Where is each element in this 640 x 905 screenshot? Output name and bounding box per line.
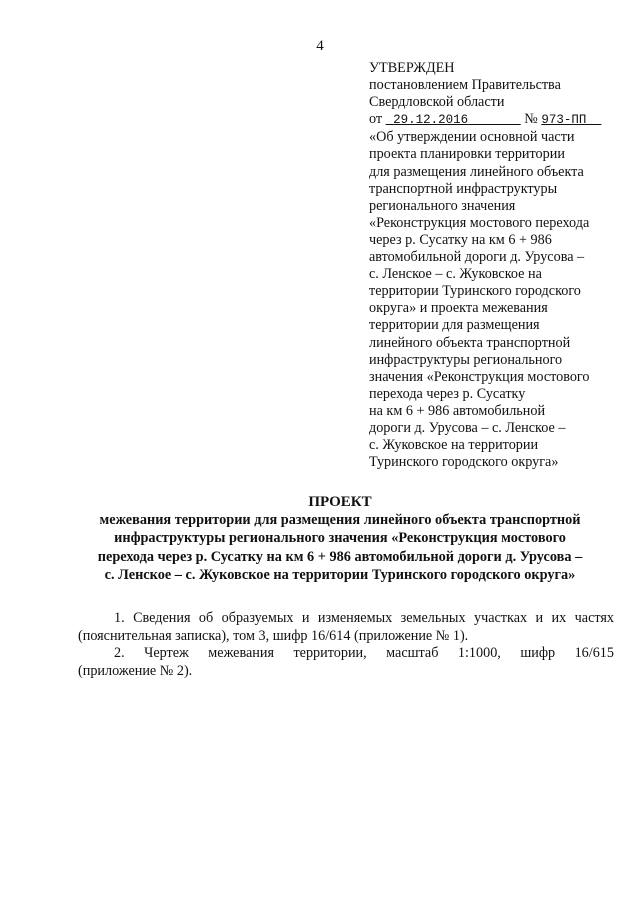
project-subtitle-line: межевания территории для размещения линейного объекта транспортной — [99, 512, 581, 529]
project-subtitle-line: перехода через р. Сусатку на км 6 + 986 автомобильной дороги д. Урусова – — [97, 548, 583, 565]
approval-title-line: дороги д. Урусова – с. Ленское – — [369, 419, 566, 436]
list-item — [78, 645, 614, 680]
approval-number: 973-ПП — [541, 113, 587, 128]
contents-list — [78, 610, 614, 680]
approval-title-line: для размещения линейного объекта — [369, 163, 584, 180]
approval-title-line: значения «Реконструкция мостового — [369, 368, 590, 385]
approval-title-line: проекта планировки территории — [369, 146, 565, 163]
approval-title-line: «Об утверждении основной части — [369, 129, 575, 146]
approval-by-line: постановлением Правительства — [369, 77, 561, 94]
approval-date-number-line — [369, 111, 634, 129]
approval-title-line: округа» и проекта межевания — [369, 300, 548, 317]
approval-title-line: автомобильной дороги д. Урусова – — [369, 249, 585, 266]
from-prefix: от — [369, 111, 383, 128]
approval-title-line: регионального значения — [369, 197, 516, 214]
approval-title-line: территории для размещения — [369, 317, 540, 334]
project-title-block — [80, 493, 600, 584]
approval-title-line: инфраструктуры регионального — [369, 351, 563, 368]
page-number: 4 — [316, 38, 324, 54]
approval-date: 29.12.2016 — [393, 113, 469, 128]
approval-title — [369, 129, 634, 471]
project-subtitle-line: с. Ленское – с. Жуковское на территории Туринского городского округа» — [104, 566, 576, 583]
approval-title-line: через р. Сусатку на км 6 + 986 — [369, 231, 552, 248]
project-heading: ПРОЕКТ — [308, 494, 372, 510]
list-item-line: 2. Чертеж межевания территории, масштаб 1:1000, шифр 16/615 — [114, 645, 614, 662]
approval-block — [369, 60, 634, 471]
approval-title-line: с. Ленское – с. Жуковское на — [369, 266, 542, 283]
approval-title-line: территории Туринского городского — [369, 283, 581, 300]
approval-title-line: «Реконструкция мостового перехода — [369, 214, 590, 231]
approval-heading: УТВЕРЖДЕН — [369, 60, 455, 76]
approval-title-line: на км 6 + 986 автомобильной — [369, 402, 546, 419]
project-subtitle-line: инфраструктуры регионального значения «Реконструкция мостового — [114, 530, 566, 547]
approval-region-line: Свердловской области — [369, 94, 505, 111]
list-item-line: (пояснительная записка), том 3, шифр 16/614 (приложение № 1). — [78, 627, 469, 644]
number-prefix: № — [524, 111, 538, 128]
list-item-line: 1. Сведения об образуемых и изменяемых земельных участках и их частях — [114, 610, 614, 626]
approval-title-line: с. Жуковское на территории — [369, 437, 539, 454]
list-item-line: (приложение № 2). — [78, 662, 193, 679]
approval-title-line: Туринского городского округа» — [369, 454, 559, 471]
list-item — [78, 610, 614, 645]
approval-title-line: транспортной инфраструктуры — [369, 180, 558, 197]
approval-title-line: линейного объекта транспортной — [369, 334, 571, 351]
approval-title-line: перехода через р. Сусатку — [369, 385, 526, 402]
